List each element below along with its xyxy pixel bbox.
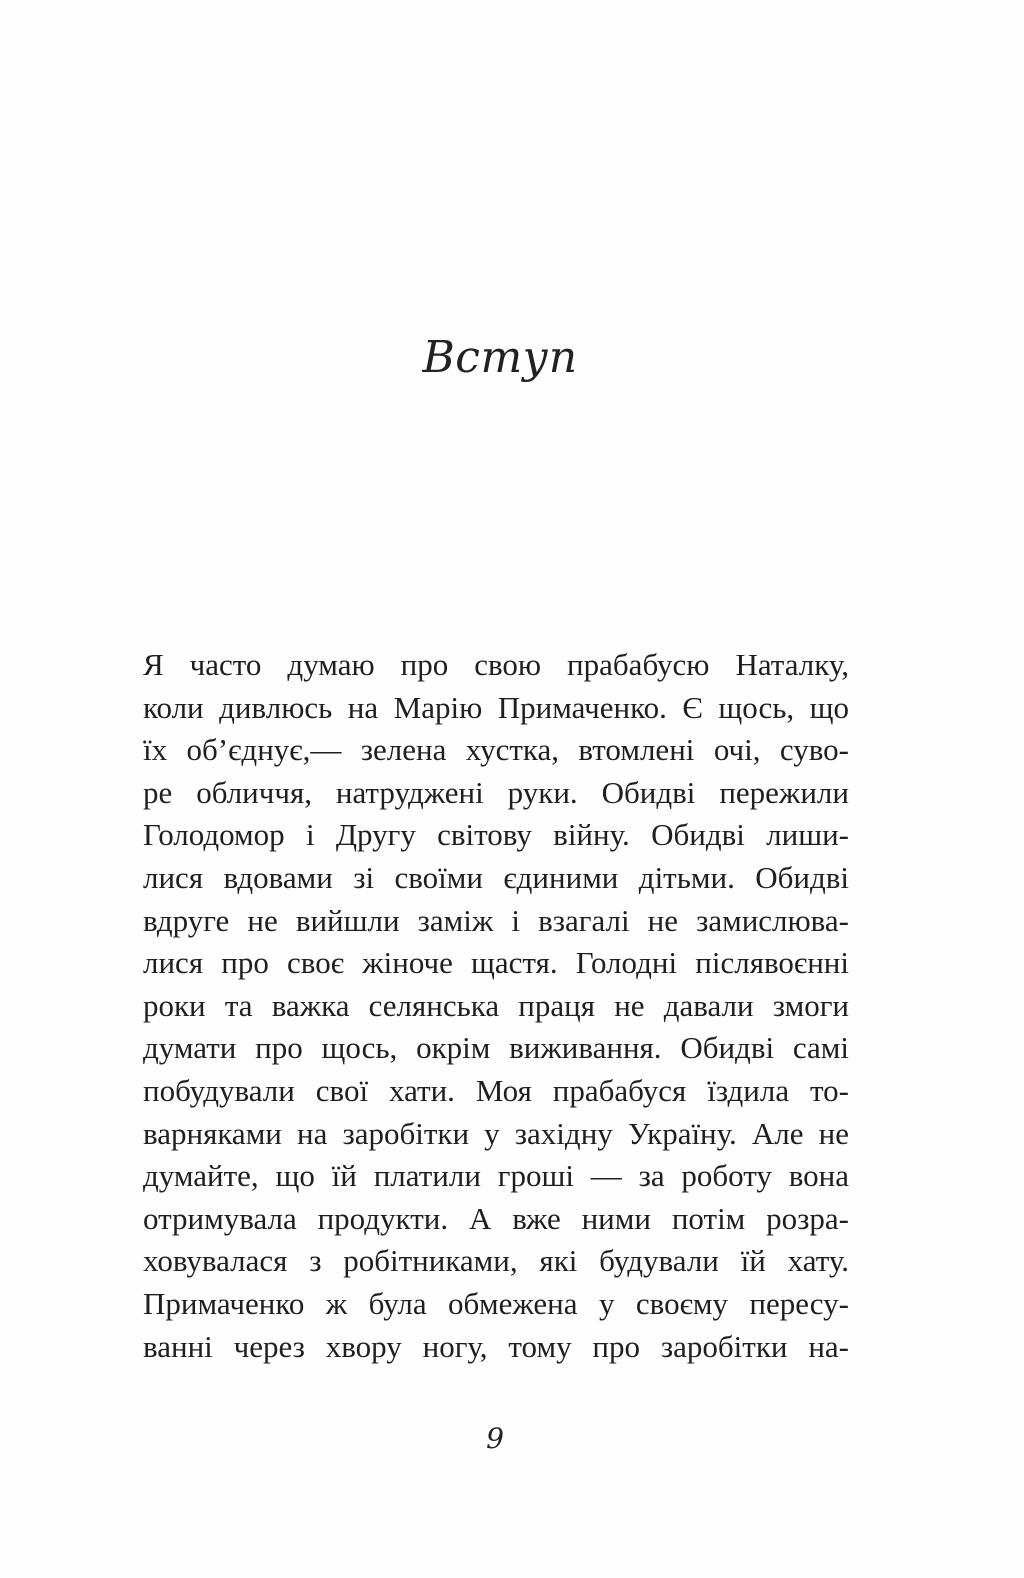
text-line: лися вдовами зі своїми єдиними дітьми. Обидві bbox=[143, 859, 849, 895]
text-line: думати про щось, окрім виживання. Обидві самі bbox=[143, 1030, 849, 1066]
text-line: Примаченко ж була обмежена у своєму пересу- bbox=[143, 1285, 849, 1321]
text-line: лися про своє жіноче щастя. Голодні післявоєнні bbox=[143, 945, 849, 981]
text-line: їх об’єднує,— зелена хустка, втомлені очі, суво- bbox=[143, 732, 849, 768]
body-paragraph bbox=[143, 644, 849, 1368]
text-line: отримувала продукти. А вже ними потім розра- bbox=[143, 1200, 849, 1236]
text-line: ховувалася з робітниками, які будували їй хату. bbox=[143, 1243, 849, 1279]
text-line: побудували свої хати. Моя прабабуся їздила то- bbox=[143, 1072, 849, 1108]
text-line: думайте, що їй платили гроші — за роботу вона bbox=[143, 1158, 849, 1194]
text-line: Я часто думаю про свою прабабусю Наталку, bbox=[143, 647, 849, 682]
page-number: 9 bbox=[486, 1422, 504, 1455]
chapter-title: Вступ bbox=[422, 332, 578, 383]
text-line: варняками на заробітки у західну Україну. Але не bbox=[143, 1115, 849, 1151]
text-line: коли дивлюсь на Марію Примаченко. Є щось, що bbox=[143, 689, 849, 725]
text-line: вдруге не вийшли заміж і взагалі не замислюва- bbox=[143, 902, 849, 938]
text-line: ванні через хвору ногу, тому про заробітки на- bbox=[143, 1328, 849, 1364]
text-line: ре обличчя, натруджені руки. Обидві пережили bbox=[143, 774, 849, 810]
text-line: Голодомор і Другу світову війну. Обидві лиши- bbox=[143, 817, 849, 853]
text-line: роки та важка селянська праця не давали змоги bbox=[143, 987, 849, 1023]
